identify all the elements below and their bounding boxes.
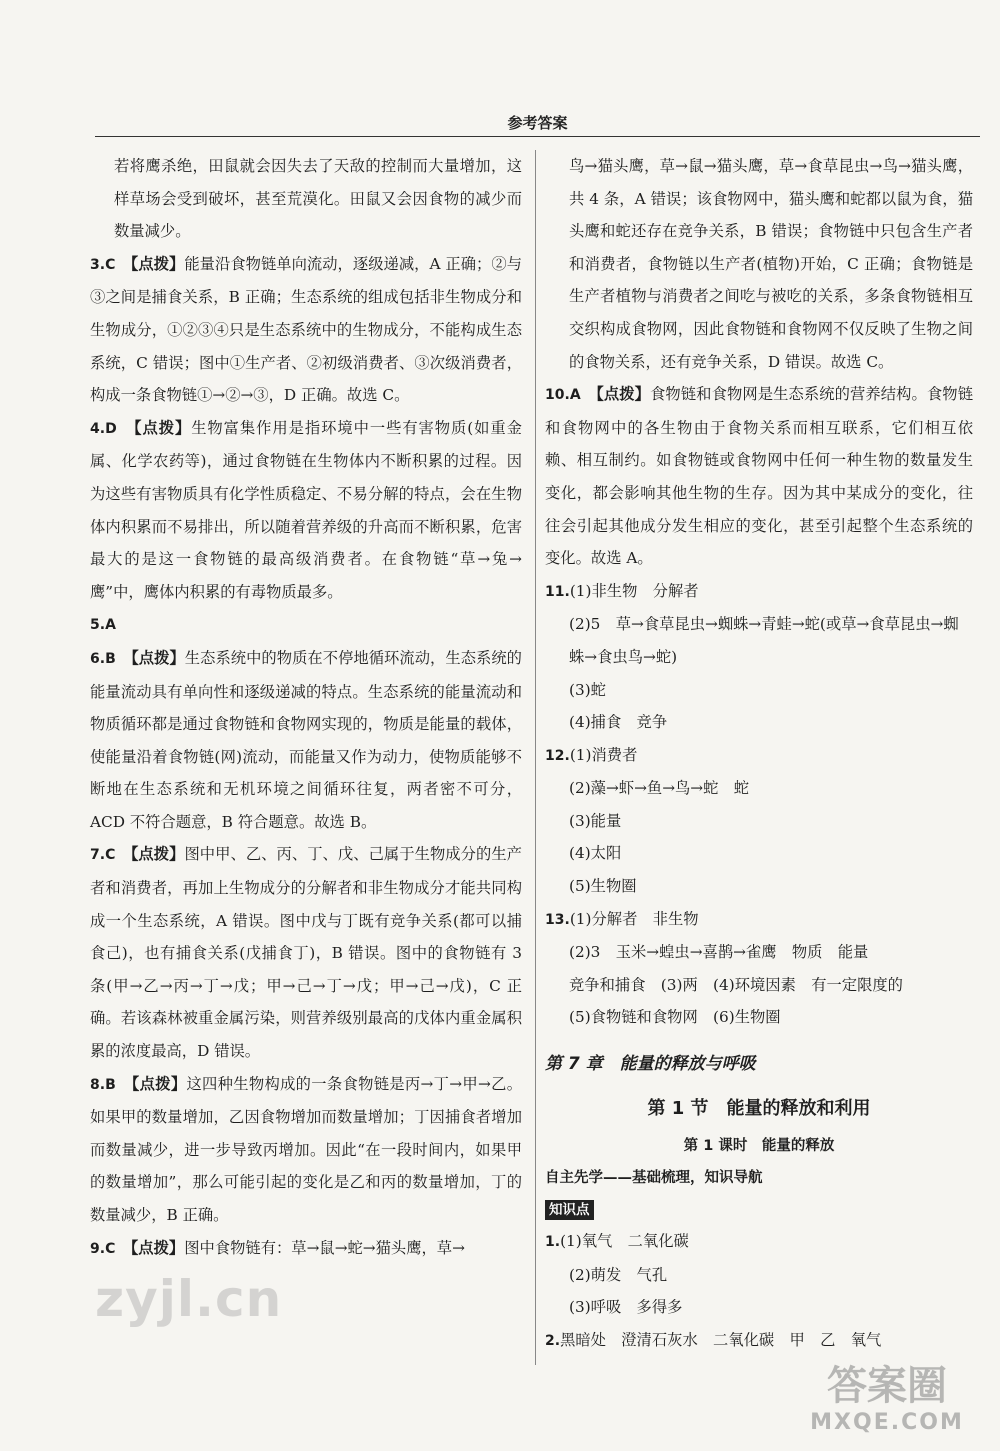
page-header-title: 参考答案 [507, 114, 568, 132]
watermark-logo: 答案圈 MXQE.COM [810, 1363, 964, 1435]
chapter-title: 第 7 章 能量的释放与呼吸 [545, 1054, 756, 1075]
answer-item-4: 4.D 【点拨】生物富集作用是指环境中一些有害物质(如重金属、化学农药等)，通过食物链在生物体内不断积累的过程。因为这些有害物质具有化学性质稳定、不易分解的特点，会在生物体内积累而不易排出，所以随着营养级的升高而不断积累，危害最大的是这一食物链的最高级消费者。在食物链“草→兔→鹰”中，鹰体内积累的有毒物质最多。 [90, 418, 522, 601]
answer-item-5: 5.A [90, 617, 116, 634]
kp-answer-2: 2.黑暗处 澄清石灰水 二氧化碳 甲 乙 氧气 [545, 1331, 882, 1349]
answer-item-10: 10.A 【点拨】食物链和食物网是生态系统的营养结构。食物链和食物网中的各生物由于食物关系而相互联系，它们相互依赖、相互制约。如食物链或食物网中任何一种生物的数量发生变化，都会影响其他生物的生存。因为其中某成分的变化，往往会引起其他成分发生相应的变化，甚至引起整个生态系统的变化。故选 A。 [545, 385, 973, 568]
left-column [90, 150, 522, 1265]
header-rule [95, 136, 980, 137]
watermark-left: zyjl.cn [95, 1270, 283, 1328]
column-divider [535, 150, 536, 1365]
intro-paragraph: 若将鹰杀绝，田鼠就会因失去了天敌的控制而大量增加，这样草场会受到破坏，甚至荒漠化。田鼠又会因食物的减少而数量减少。 [114, 157, 522, 241]
right-column [545, 150, 973, 1358]
answer-item-6: 6.B 【点拨】生态系统中的物质在不停地循环流动，生态系统的能量流动具有单向性和逐级递减的特点。生态系统的能量流动和物质循环都是通过食物链和食物网实现的，物质是能量的载体，使能量沿着食物链(网)流动，而能量又作为动力，使物质能够不断地在生态系统和无机环境之间循环往复，两者密不可分，ACD 不符合题意，B 符合题意。故选 B。 [90, 648, 522, 831]
self-study-heading: 自主先学——基础梳理，知识导航 [545, 1169, 763, 1186]
lesson-title: 第 1 课时 能量的释放 [683, 1137, 835, 1154]
answer-item-9: 9.C 【点拨】图中食物链有：草→鼠→蛇→猫头鹰，草→ [90, 1238, 465, 1257]
section-title: 第 1 节 能量的释放和利用 [647, 1097, 871, 1119]
answer-item-7: 7.C 【点拨】图中甲、乙、丙、丁、戊、己属于生物成分的生产者和消费者，再加上生物成分的分解者和非生物成分才能共同构成一个生态系统，A 错误。图中戊与丁既有竞争关系(都可以捕食己)，也有捕食关系(戊捕食丁)，B 错误。图中的食物链有 3 条(甲→乙→丙→丁→戊；甲→己→丁→戊；甲→己→戊)，C 正确。若该森林被重金属污染，则营养级别最高的戊体内重金属积累的浓度最高，D 错误。 [90, 845, 522, 1061]
answer-item-12: 12.(1)消费者 (2)藻→虾→鱼→鸟→蛇 蛇 (3)能量 (4)太阳 (5)生物圈 [545, 745, 750, 896]
answer-item-3: 3.C 【点拨】能量沿食物链单向流动，逐级递减，A 正确；②与③之间是捕食关系，B 正确；生态系统的组成包括非生物成分和生物成分，①②③④只是生态系统中的生物成分，不能构成生态系统，C 错误；图中①生产者、②初级消费者、③次级消费者，构成一条食物链①→②→③，D 正确。故选 C。 [90, 254, 522, 405]
kp-answer-1: 1.(1)氧气 二氧化碳 (2)萌发 气孔 (3)呼吸 多得多 [545, 1232, 689, 1317]
answer-item-8: 8.B 【点拨】这四种生物构成的一条食物链是丙→丁→甲→乙。如果甲的数量增加，乙因食物增加而数量增加；丁因捕食者增加而数量减少，进一步导致丙增加。因此“在一段时间内，如果甲的数量增加”，那么可能引起的变化是乙和丙的数量增加，丁的数量减少，B 正确。 [90, 1074, 522, 1224]
answer-item-9-continued: 鸟→猫头鹰，草→鼠→猫头鹰，草→食草昆虫→鸟→猫头鹰，共 4 条，A 错误；该食物网中，猫头鹰和蛇都以鼠为食，猫头鹰和蛇还存在竞争关系，B 错误；食物链中只包含生产者和消费者，食物链以生产者(植物)开始，C 正确；食物链是生产者植物与消费者之间吃与被吃的关系，多条食物链相互交织构成食物网，因此食物链和食物网不仅反映了生物之间的食物关系，还有竞争关系，D 错误。故选 C。 [569, 157, 973, 371]
answer-item-13: 13.(1)分解者 非生物 (2)3 玉米→蝗虫→喜鹊→雀鹰 物质 能量 竞争和捕食 (3)两 (4)环境因素 有一定限度的 (5)食物链和食物网 (6)生物圈 [545, 909, 903, 1027]
answer-item-11: 11.(1)非生物 分解者 (2)5 草→食草昆虫→蜘蛛→青蛙→蛇(或草→食草昆虫→蜘蛛→食虫鸟→蛇) (3)蛇 (4)捕食 竞争 [545, 581, 959, 732]
knowledge-point-label: 知识点 [545, 1200, 594, 1220]
